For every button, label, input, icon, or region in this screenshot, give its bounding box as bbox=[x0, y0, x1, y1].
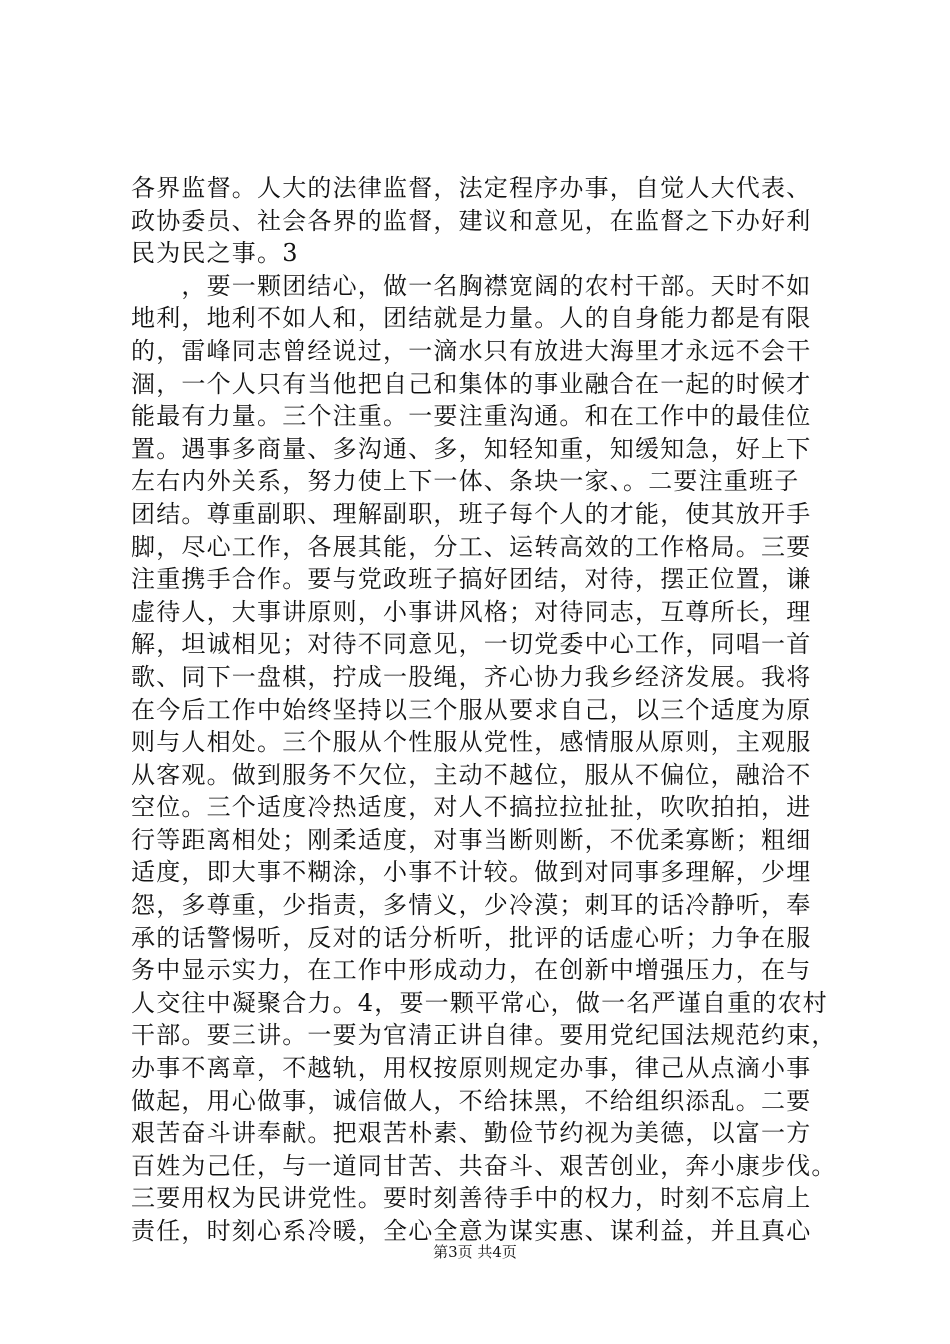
text-line: 虚待人，大事讲原则，小事讲风格；对待同志，互尊所长，理 bbox=[131, 597, 812, 626]
text-line: 解，坦诚相见；对待不同意见，一切党委中心工作，同唱一首 bbox=[131, 630, 812, 659]
text-line: 行等距离相处；刚柔适度，对事当断则断，不优柔寡断；粗细 bbox=[131, 825, 812, 854]
text-line: ，要一颗团结心，做一名胸襟宽阔的农村干部。天时不如 bbox=[131, 271, 812, 300]
text-line: 歌、同下一盘棋，拧成一股绳，齐心协力我乡经济发展。我将 bbox=[131, 662, 812, 691]
text-line: 民为民之事。3 bbox=[131, 239, 299, 268]
text-line: 务中显示实力，在工作中形成动力，在创新中增强压力，在与 bbox=[131, 956, 812, 985]
text-line: 在今后工作中始终坚持以三个服从要求自己，以三个适度为原 bbox=[131, 695, 812, 724]
text-line: 注重携手合作。要与党政班子搞好团结，对待，摆正位置，谦 bbox=[131, 565, 812, 594]
text-line: 置。遇事多商量、多沟通、多，知轻知重，知缓知急，好上下 bbox=[131, 434, 812, 463]
text-line: 地利，地利不如人和，团结就是力量。人的自身能力都是有限 bbox=[131, 304, 812, 333]
text-line: 干部。要三讲。一要为官清正讲自律。要用党纪国法规范约束， bbox=[131, 1021, 837, 1050]
text-line: 从客观。做到服务不欠位，主动不越位，服从不偏位，融洽不 bbox=[131, 760, 812, 789]
text-line: 政协委员、社会各界的监督，建议和意见，在监督之下办好利 bbox=[131, 206, 812, 235]
body-text bbox=[131, 172, 837, 1248]
text-line: 做起，用心做事，诚信做人，不给抹黑，不给组织添乱。二要 bbox=[131, 1086, 812, 1115]
text-line: 人交往中凝聚合力。4，要一颗平常心，做一名严谨自重的农村 bbox=[131, 988, 828, 1017]
page-number-label: 第3页 共4页 bbox=[433, 1243, 517, 1261]
text-line: 承的话警惕听，反对的话分析听，批评的话虚心听；力争在服 bbox=[131, 923, 812, 952]
text-line: 办事不离章，不越轨，用权按原则规定办事，律己从点滴小事 bbox=[131, 1054, 812, 1083]
text-line: 能最有力量。三个注重。一要注重沟通。和在工作中的最佳位 bbox=[131, 402, 812, 431]
text-line: 适度，即大事不糊涂，小事不计较。做到对同事多理解，少埋 bbox=[131, 858, 812, 887]
text-line: 则与人相处。三个服从个性服从党性，感情服从原则，主观服 bbox=[131, 728, 812, 757]
text-line: 百姓为己任，与一道同甘苦、共奋斗、艰苦创业，奔小康步伐。 bbox=[131, 1151, 837, 1180]
text-line: 脚，尽心工作，各展其能，分工、运转高效的工作格局。三要 bbox=[131, 532, 812, 561]
text-line: 左右内外关系，努力使上下一体、条块一家、。二要注重班子 bbox=[131, 467, 800, 496]
text-line: 涸，一个人只有当他把自己和集体的事业融合在一起的时候才 bbox=[131, 369, 812, 398]
text-line: 三要用权为民讲党性。要时刻善待手中的权力，时刻不忘肩上 bbox=[131, 1184, 812, 1213]
text-line: 空位。三个适度冷热适度，对人不搞拉拉扯扯，吹吹拍拍，进 bbox=[131, 793, 812, 822]
text-line: 的，雷峰同志曾经说过，一滴水只有放进大海里才永远不会干 bbox=[131, 336, 812, 365]
text-line: 责任，时刻心系冷暖，全心全意为谋实惠、谋利益，并且真心 bbox=[131, 1217, 812, 1245]
text-line: 各界监督。人大的法律监督，法定程序办事，自觉人大代表、 bbox=[131, 174, 812, 202]
text-line: 艰苦奋斗讲奉献。把艰苦朴素、勤俭节约视为美德，以富一方 bbox=[131, 1119, 812, 1148]
text-line: 怨，多尊重，少指责，多情义，少冷漠；刺耳的话冷静听，奉 bbox=[131, 891, 812, 920]
page-footer bbox=[0, 1242, 950, 1262]
text-line: 团结。尊重副职、理解副职，班子每个人的才能，使其放开手 bbox=[131, 499, 812, 528]
